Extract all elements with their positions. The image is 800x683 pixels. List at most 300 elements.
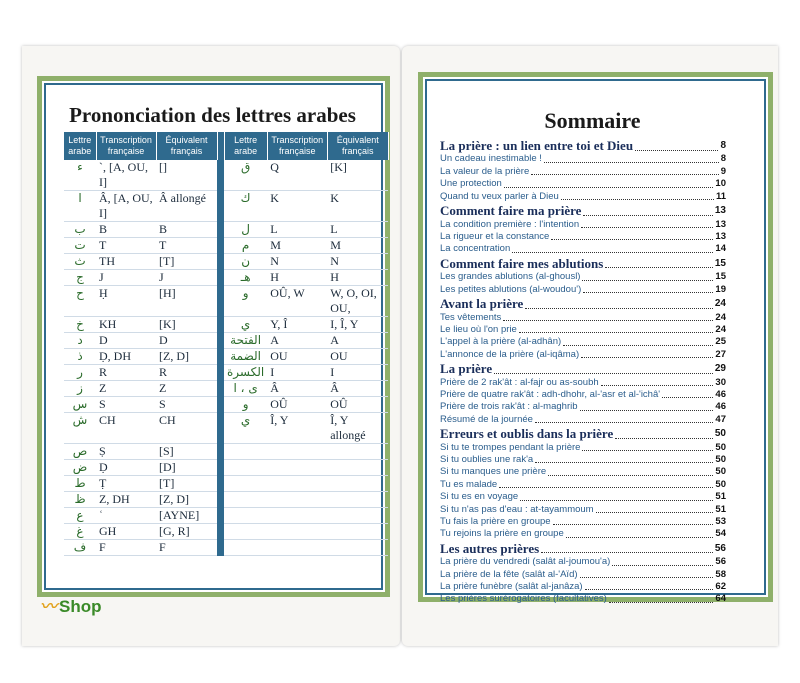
transcription: Ṣ xyxy=(96,444,156,460)
table-row xyxy=(64,270,388,286)
toc-page-number: 54 xyxy=(715,528,726,540)
arabic-letter xyxy=(224,524,267,540)
arabic-letter xyxy=(224,508,267,524)
column-separator xyxy=(217,160,224,191)
toc-label: Résumé de la journée xyxy=(440,413,533,425)
toc-label: Un cadeau inestimable ! xyxy=(440,153,542,165)
toc-page-number: 53 xyxy=(715,515,726,527)
table-row xyxy=(64,254,388,270)
toc-label: Tu rejoins la prière en groupe xyxy=(440,528,564,540)
french-equivalent xyxy=(327,444,388,460)
column-separator xyxy=(217,349,224,365)
leader-dots xyxy=(581,227,713,228)
transcription: CH xyxy=(96,413,156,444)
arabic-letter: و xyxy=(224,286,267,317)
french-equivalent: H xyxy=(327,270,388,286)
french-equivalent: L xyxy=(327,222,388,238)
transcription: Â, [A, OU, I] xyxy=(96,191,156,222)
toc-entry xyxy=(440,219,726,231)
toc-page-number: 14 xyxy=(715,243,726,255)
table-row xyxy=(64,349,388,365)
toc-page-number: 8 xyxy=(720,140,726,151)
transcription: I xyxy=(267,365,327,381)
arabic-letter: د xyxy=(64,333,96,349)
leader-dots xyxy=(512,252,713,253)
column-separator xyxy=(217,191,224,222)
leader-dots xyxy=(615,438,713,439)
french-equivalent: [AYNE] xyxy=(156,508,217,524)
transcription: Y, Î xyxy=(267,317,327,333)
toc-section xyxy=(440,361,726,377)
french-equivalent: CH xyxy=(156,413,217,444)
french-equivalent xyxy=(327,524,388,540)
toc-label: La concentration xyxy=(440,243,511,255)
leader-dots xyxy=(503,320,713,321)
toc-entry xyxy=(440,569,726,581)
column-separator xyxy=(217,132,224,160)
column-separator xyxy=(217,286,224,317)
toc-entry xyxy=(440,389,726,401)
toc-label: Si tu n'as pas d'eau : at-tayammoum xyxy=(440,503,594,515)
leader-dots xyxy=(535,462,713,463)
french-equivalent: N xyxy=(327,254,388,270)
toc-entry xyxy=(440,166,726,178)
toc-entry xyxy=(440,312,726,324)
leader-dots xyxy=(596,512,714,513)
arabic-letter: ي xyxy=(224,413,267,444)
column-separator xyxy=(217,540,224,556)
toc-label: Si tu te trompes pendant la prière xyxy=(440,441,581,453)
leader-dots xyxy=(635,150,718,151)
toc-label: Prière de 2 rak'ât : al-fajr ou as-soubh xyxy=(440,376,599,388)
toc-label: La prière du vendredi (salât al-joumou'a) xyxy=(440,556,611,568)
toc-page-number: 47 xyxy=(715,413,726,425)
transcription: N xyxy=(267,254,327,270)
toc-page-number: 24 xyxy=(714,298,726,310)
toc-entry xyxy=(440,593,726,605)
toc-entry xyxy=(440,154,726,166)
toc-page-number: 51 xyxy=(715,491,726,503)
transcription: Â xyxy=(267,381,327,397)
toc-page-number: 56 xyxy=(715,556,726,568)
transcription: OÛ, W xyxy=(267,286,327,317)
leader-dots xyxy=(612,565,713,566)
arabic-letter: ط xyxy=(64,476,96,492)
toc-page-number: 64 xyxy=(715,593,726,605)
toc-section xyxy=(440,203,726,219)
arabic-letter: غ xyxy=(64,524,96,540)
leader-dots xyxy=(582,450,713,451)
toc-label: Le lieu où l'on prie xyxy=(440,323,517,335)
french-equivalent: Â xyxy=(327,381,388,397)
leader-dots xyxy=(541,552,713,553)
table-of-contents xyxy=(440,138,726,606)
column-separator xyxy=(217,317,224,333)
arabic-letter: ع xyxy=(64,508,96,524)
arabic-letter: ز xyxy=(64,381,96,397)
column-separator xyxy=(217,413,224,444)
toc-section xyxy=(440,138,726,154)
transcription xyxy=(267,508,327,524)
toc-entry xyxy=(440,243,726,255)
french-equivalent: K xyxy=(327,191,388,222)
toc-page-number: 19 xyxy=(715,283,726,295)
arabic-letter: ك xyxy=(224,191,267,222)
col-header: Transcription française xyxy=(267,132,327,160)
transcription: B xyxy=(96,222,156,238)
table-row xyxy=(64,222,388,238)
column-separator xyxy=(217,460,224,476)
toc-page-number: 46 xyxy=(715,401,726,413)
leader-dots xyxy=(551,239,713,240)
transcription: Ḍ xyxy=(96,460,156,476)
transcription: Z xyxy=(96,381,156,397)
arabic-letter xyxy=(224,540,267,556)
table-row xyxy=(64,160,388,191)
arabic-letter: ض xyxy=(64,460,96,476)
french-equivalent: A xyxy=(327,333,388,349)
toc-entry xyxy=(440,231,726,243)
transcription xyxy=(267,460,327,476)
leader-dots xyxy=(535,422,713,423)
toc-section xyxy=(440,426,726,442)
toc-entry xyxy=(440,377,726,389)
french-equivalent xyxy=(327,508,388,524)
arabic-letter: هـ xyxy=(224,270,267,286)
arabic-letter xyxy=(224,460,267,476)
toc-label: La prière funèbre (salât al-janâza) xyxy=(440,581,583,593)
toc-label: Comment faire ma prière xyxy=(440,203,582,219)
toc-entry xyxy=(440,504,726,516)
arabic-letter xyxy=(224,492,267,508)
table-row xyxy=(64,460,388,476)
toc-label: Si tu oublies une rak'a xyxy=(440,454,534,466)
leader-dots xyxy=(582,280,713,281)
arabic-letter: ر xyxy=(64,365,96,381)
column-separator xyxy=(217,238,224,254)
toc-page-number: 13 xyxy=(715,230,726,242)
french-equivalent: [D] xyxy=(156,460,217,476)
transcription: Z, DH xyxy=(96,492,156,508)
french-equivalent: Z xyxy=(156,381,217,397)
arabic-letter xyxy=(224,444,267,460)
toc-label: Comment faire mes ablutions xyxy=(440,255,604,271)
arabic-letter: ج xyxy=(64,270,96,286)
toc-entry xyxy=(440,178,726,190)
toc-page-number: 58 xyxy=(715,568,726,580)
transcription: `, [A, OU, I] xyxy=(96,160,156,191)
table-row xyxy=(64,508,388,524)
toc-label: Erreurs et oublis dans la prière xyxy=(440,426,614,442)
toc-label: Une protection xyxy=(440,178,502,190)
toc-label: Tes vêtements xyxy=(440,311,502,323)
french-equivalent: [Z, D] xyxy=(156,492,217,508)
toc-page-number: 27 xyxy=(715,348,726,360)
arabic-letter: خ xyxy=(64,317,96,333)
leader-dots xyxy=(525,308,713,309)
toc-label: La rigueur et la constance xyxy=(440,230,550,242)
column-separator xyxy=(217,397,224,413)
toc-entry xyxy=(440,491,726,503)
table-row xyxy=(64,492,388,508)
logo-text: Shop xyxy=(59,597,102,616)
toc-label: Tu fais la prière en groupe xyxy=(440,515,551,527)
french-equivalent: W, O, OI, OU, xyxy=(327,286,388,317)
arabic-letter: ف xyxy=(64,540,96,556)
french-equivalent: B xyxy=(156,222,217,238)
column-separator xyxy=(217,476,224,492)
toc-page-number: 9 xyxy=(720,165,726,177)
arabic-letter: ش xyxy=(64,413,96,444)
french-equivalent: [H] xyxy=(156,286,217,317)
transcription xyxy=(267,540,327,556)
arabic-letter: الفتحة xyxy=(224,333,267,349)
toc-page-number: 50 xyxy=(715,441,726,453)
transcription: OÛ xyxy=(267,397,327,413)
leader-dots xyxy=(566,537,714,538)
toc-label: La condition première : l'intention xyxy=(440,218,580,230)
toc-label: Les prières surérogatoires (facultatives) xyxy=(440,593,607,605)
french-equivalent: Î, Y allongé xyxy=(327,413,388,444)
leader-dots xyxy=(499,487,713,488)
arabic-letter: ث xyxy=(64,254,96,270)
toc-page-number: 15 xyxy=(715,271,726,283)
toc-entry xyxy=(440,324,726,336)
toc-label: L'appel à la prière (al-adhân) xyxy=(440,336,562,348)
leader-dots xyxy=(601,385,714,386)
toc-entry xyxy=(440,349,726,361)
col-header: Lettre arabe xyxy=(64,132,96,160)
column-separator xyxy=(217,270,224,286)
leader-dots xyxy=(548,475,713,476)
col-header: Équivalent français xyxy=(156,132,217,160)
arabic-letter: الضمة xyxy=(224,349,267,365)
transcription: A xyxy=(267,333,327,349)
french-equivalent xyxy=(327,460,388,476)
shop-logo xyxy=(40,592,102,617)
arabic-letters-table xyxy=(64,132,389,556)
column-separator xyxy=(217,333,224,349)
toc-label: Si tu es en voyage xyxy=(440,491,519,503)
toc-entry xyxy=(440,284,726,296)
french-equivalent: [] xyxy=(156,160,217,191)
toc-page-number: 50 xyxy=(715,454,726,466)
leader-dots xyxy=(662,397,713,398)
toc-label: L'annonce de la prière (al-iqâma) xyxy=(440,348,580,360)
table-body xyxy=(64,160,388,556)
toc-entry xyxy=(440,581,726,593)
toc-entry xyxy=(440,442,726,454)
transcription xyxy=(267,476,327,492)
toc-entry xyxy=(440,191,726,203)
table-header-row xyxy=(64,132,388,160)
col-header: Équivalent français xyxy=(327,132,388,160)
toc-label: Avant la prière xyxy=(440,296,524,312)
transcription: K xyxy=(267,191,327,222)
toc-page-number: 30 xyxy=(715,376,726,388)
toc-label: Si tu manques une prière xyxy=(440,466,547,478)
arabic-letter: ص xyxy=(64,444,96,460)
leader-dots xyxy=(531,174,718,175)
column-separator xyxy=(217,492,224,508)
transcription: H xyxy=(267,270,327,286)
toc-page-number: 29 xyxy=(714,363,726,375)
french-equivalent: OÛ xyxy=(327,397,388,413)
leader-dots xyxy=(580,577,714,578)
toc-section xyxy=(440,296,726,312)
leader-dots xyxy=(581,357,713,358)
leader-dots xyxy=(609,602,714,603)
transcription: GH xyxy=(96,524,156,540)
toc-section xyxy=(440,256,726,272)
col-header: Lettre arabe xyxy=(224,132,267,160)
toc-page-number: 11 xyxy=(715,190,726,202)
toc-page-number: 25 xyxy=(715,336,726,348)
arabic-letter: و xyxy=(224,397,267,413)
arabic-letter: ء xyxy=(64,160,96,191)
toc-label: Prière de quatre rak'ât : adh-dhohr, al-'asr et al-'ichâ' xyxy=(440,388,661,400)
french-equivalent: I xyxy=(327,365,388,381)
table-row xyxy=(64,191,388,222)
french-equivalent: [T] xyxy=(156,476,217,492)
transcription: Q xyxy=(267,160,327,191)
toc-entry xyxy=(440,271,726,283)
toc-section xyxy=(440,541,726,557)
leader-dots xyxy=(561,199,714,200)
transcription: T xyxy=(96,238,156,254)
arabic-letter: ب xyxy=(64,222,96,238)
transcription: L xyxy=(267,222,327,238)
toc-label: Les autres prières xyxy=(440,540,540,556)
toc-entry xyxy=(440,414,726,426)
leader-dots xyxy=(605,267,713,268)
transcription xyxy=(267,444,327,460)
table-row xyxy=(64,524,388,540)
toc-label: Les grandes ablutions (al-ghousl) xyxy=(440,271,581,283)
french-equivalent xyxy=(327,492,388,508)
transcription xyxy=(267,524,327,540)
arabic-letter: ح xyxy=(64,286,96,317)
arabic-letter: ى ، ا xyxy=(224,381,267,397)
french-equivalent: I, Î, Y xyxy=(327,317,388,333)
toc-page-number: 8 xyxy=(720,153,726,165)
toc-page-number: 51 xyxy=(715,503,726,515)
toc-page-number: 24 xyxy=(715,323,726,335)
french-equivalent: Â allongé xyxy=(156,191,217,222)
toc-label: La prière de la fête (salât al-'Aïd) xyxy=(440,568,578,580)
french-equivalent: [G, R] xyxy=(156,524,217,540)
french-equivalent: OU xyxy=(327,349,388,365)
leader-dots xyxy=(583,215,712,216)
transcription: Ṭ xyxy=(96,476,156,492)
arabic-letter: ل xyxy=(224,222,267,238)
toc-page-number: 10 xyxy=(715,178,726,190)
french-equivalent: F xyxy=(156,540,217,556)
toc-label: Les petites ablutions (al-woudou') xyxy=(440,283,582,295)
column-separator xyxy=(217,524,224,540)
french-equivalent: D xyxy=(156,333,217,349)
leader-dots xyxy=(580,410,714,411)
toc-label: Quand tu veux parler à Dieu xyxy=(440,190,559,202)
toc-label: La prière xyxy=(440,361,493,377)
transcription xyxy=(267,492,327,508)
french-equivalent xyxy=(327,476,388,492)
table-row xyxy=(64,540,388,556)
leader-dots xyxy=(494,373,713,374)
leader-dots xyxy=(585,589,714,590)
toc-label: Tu es malade xyxy=(440,478,498,490)
toc-entry xyxy=(440,466,726,478)
arabic-letter: س xyxy=(64,397,96,413)
toc-page-number: 50 xyxy=(715,466,726,478)
toc-entry xyxy=(440,336,726,348)
toc-page-number: 24 xyxy=(715,311,726,323)
transcription: D xyxy=(96,333,156,349)
toc-page-number: 62 xyxy=(715,581,726,593)
col-header: Transcription française xyxy=(96,132,156,160)
toc-entry xyxy=(440,479,726,491)
toc-page-number: 50 xyxy=(715,478,726,490)
toc-entry xyxy=(440,401,726,413)
table-row xyxy=(64,381,388,397)
leader-dots xyxy=(544,162,719,163)
arabic-letter: ظ xyxy=(64,492,96,508)
french-equivalent: M xyxy=(327,238,388,254)
table-row xyxy=(64,238,388,254)
leader-dots xyxy=(520,500,713,501)
arabic-letter: ي xyxy=(224,317,267,333)
leader-dots xyxy=(563,345,713,346)
transcription: F xyxy=(96,540,156,556)
arabic-letter: ا xyxy=(64,191,96,222)
arabic-letter: الكسرة xyxy=(224,365,267,381)
summary-title: Sommaire xyxy=(544,108,641,133)
table-row xyxy=(64,476,388,492)
transcription: R xyxy=(96,365,156,381)
swoosh-icon: 〰 xyxy=(40,597,57,616)
leader-dots xyxy=(583,292,713,293)
transcription: OU xyxy=(267,349,327,365)
toc-label: La valeur de la prière xyxy=(440,165,530,177)
transcription: S xyxy=(96,397,156,413)
arabic-letter: ذ xyxy=(64,349,96,365)
arabic-letter: ق xyxy=(224,160,267,191)
transcription: M xyxy=(267,238,327,254)
transcription: ʿ xyxy=(96,508,156,524)
toc-entry xyxy=(440,528,726,540)
leader-dots xyxy=(553,524,714,525)
french-equivalent: [T] xyxy=(156,254,217,270)
toc-page-number: 50 xyxy=(714,428,726,440)
toc-entry xyxy=(440,556,726,568)
table-row xyxy=(64,444,388,460)
toc-page-number: 13 xyxy=(715,218,726,230)
transcription: Î, Y xyxy=(267,413,327,444)
french-equivalent xyxy=(327,540,388,556)
french-equivalent: [S] xyxy=(156,444,217,460)
arabic-letter: ن xyxy=(224,254,267,270)
toc-entry xyxy=(440,454,726,466)
arabic-letter: م xyxy=(224,238,267,254)
table-row xyxy=(64,317,388,333)
french-equivalent: S xyxy=(156,397,217,413)
toc-page-number: 56 xyxy=(714,542,726,554)
arabic-letter xyxy=(224,476,267,492)
transcription: J xyxy=(96,270,156,286)
transcription: TH xyxy=(96,254,156,270)
french-equivalent: T xyxy=(156,238,217,254)
table-row xyxy=(64,365,388,381)
